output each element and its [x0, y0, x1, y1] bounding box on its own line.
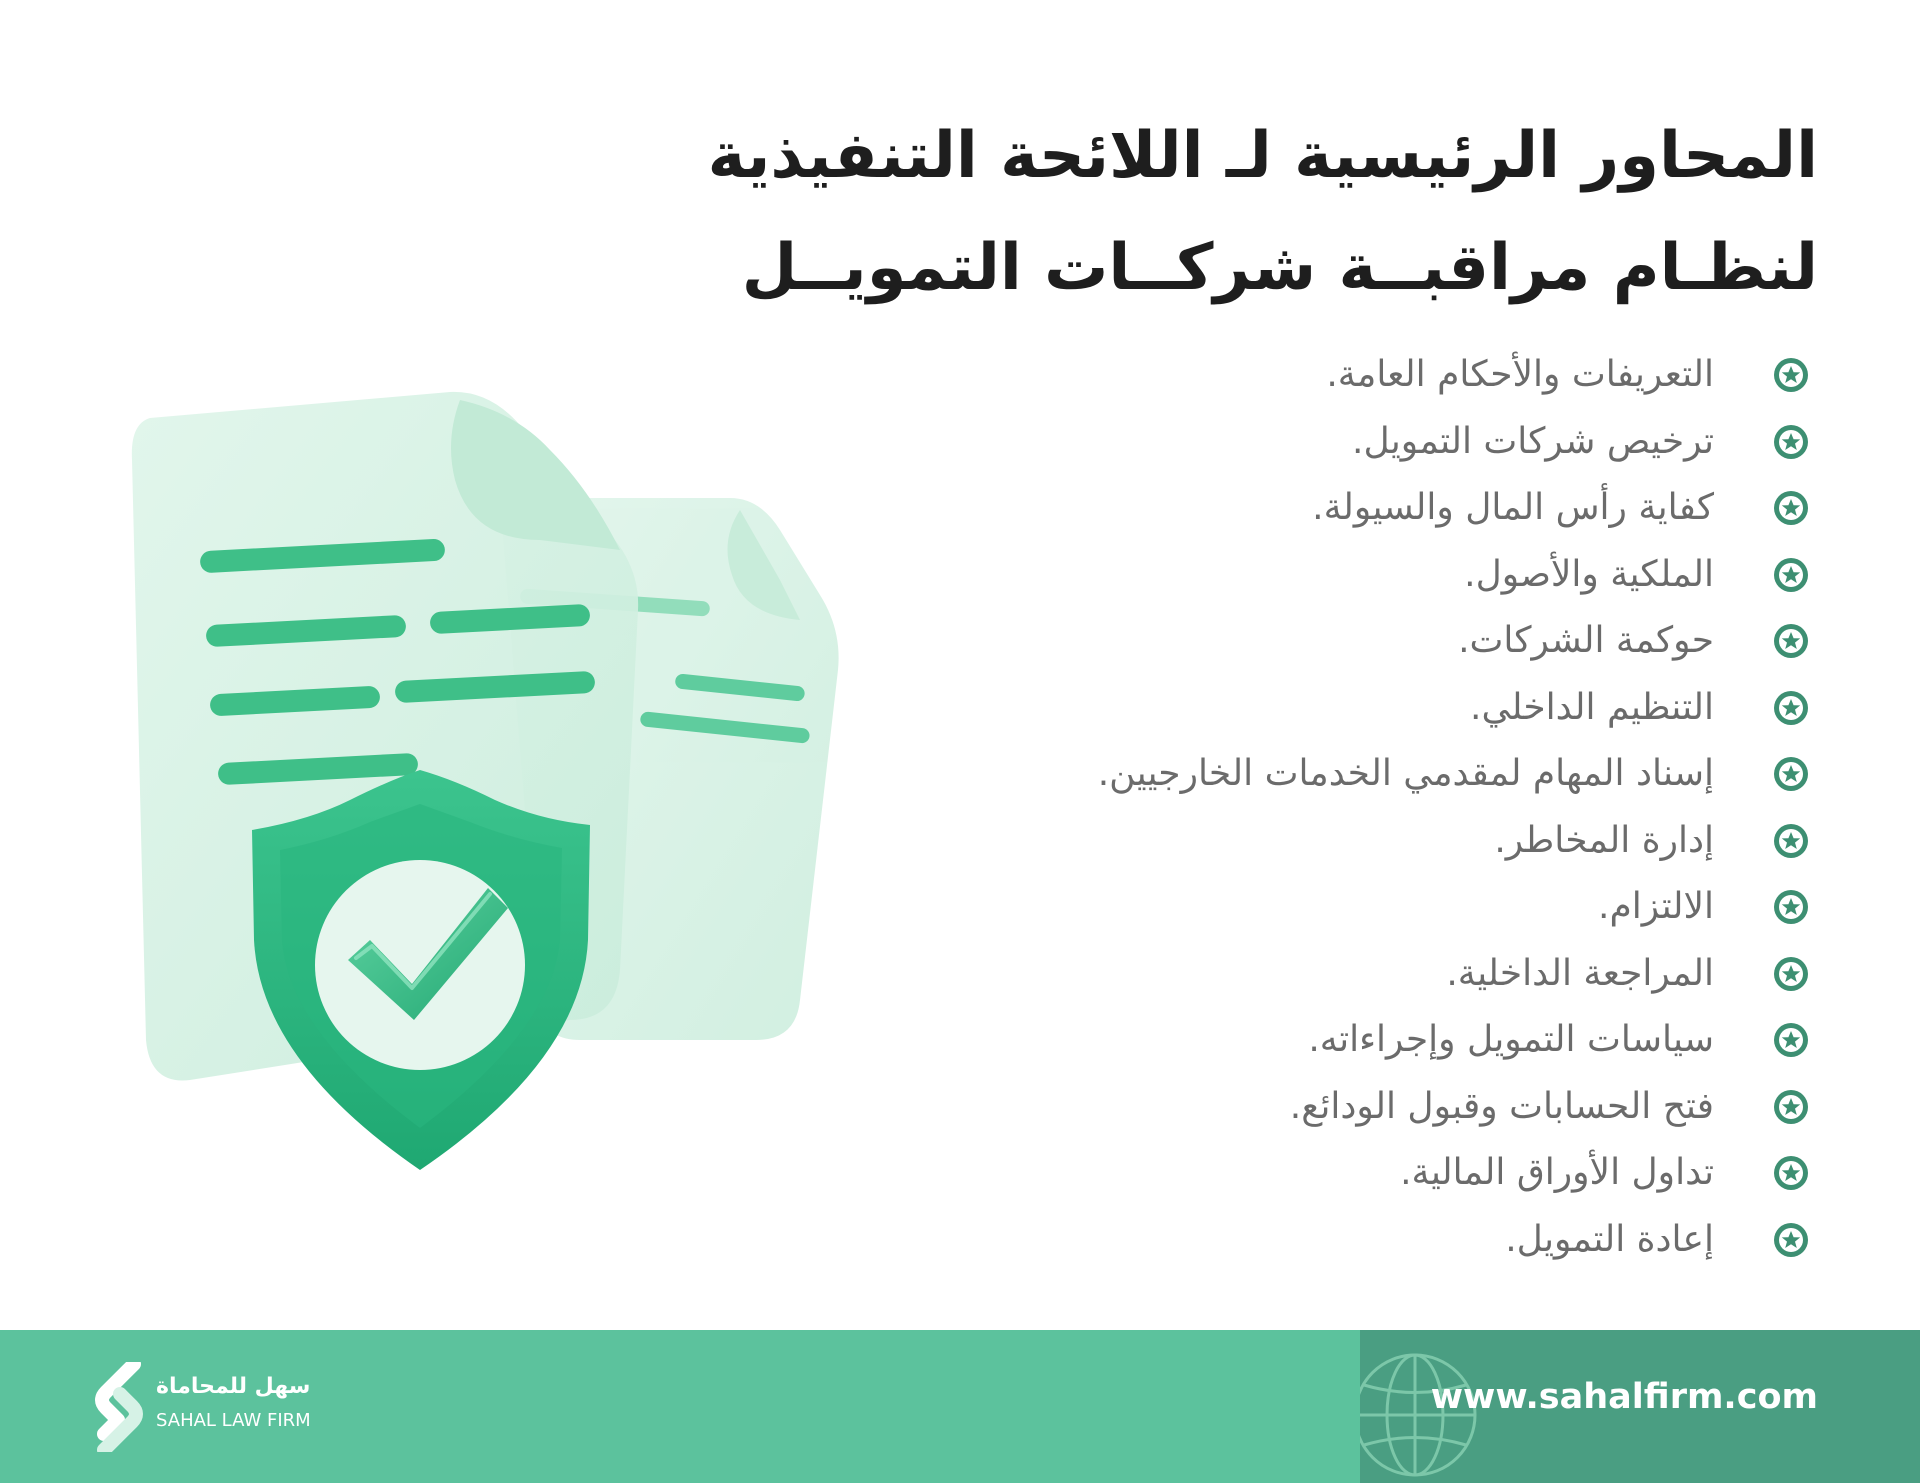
list-item	[910, 475, 1810, 542]
star-badge-icon	[1772, 822, 1810, 860]
website-url[interactable]: www.sahalfirm.com	[1430, 1377, 1818, 1417]
logo	[94, 1362, 334, 1452]
title-line-1: المحاور الرئيسية لـ اللائحة التنفيذية	[707, 119, 1818, 193]
shield-icon	[252, 770, 590, 1170]
documents-shield-check-icon	[120, 380, 880, 1180]
list-item	[910, 941, 1810, 1008]
star-badge-icon	[1772, 1154, 1810, 1192]
item-label: الملكية والأصول.	[1464, 553, 1714, 595]
item-label: ترخيص شركات التمويل.	[1352, 420, 1714, 462]
item-label: إدارة المخاطر.	[1494, 819, 1714, 861]
star-badge-icon	[1772, 489, 1810, 527]
title-line-2: لنظـام مراقبــة شركــات التمويــل	[741, 231, 1818, 305]
item-label: الالتزام.	[1598, 886, 1714, 928]
sahal-logo-icon	[94, 1362, 146, 1452]
footer-website-panel	[1360, 1330, 1920, 1483]
list-item	[910, 1007, 1810, 1074]
item-label: تداول الأوراق المالية.	[1400, 1152, 1714, 1194]
list-item	[910, 808, 1810, 875]
list-item	[910, 1074, 1810, 1141]
list-item	[910, 1140, 1810, 1207]
item-label: إسناد المهام لمقدمي الخدمات الخارجيين.	[1097, 753, 1714, 795]
list-item	[910, 542, 1810, 609]
star-badge-icon	[1772, 689, 1810, 727]
list-item	[910, 741, 1810, 808]
logo-english-text: SAHAL LAW FIRM	[156, 1410, 311, 1431]
item-label: سياسات التمويل وإجراءاته.	[1308, 1019, 1714, 1061]
star-badge-icon	[1772, 622, 1810, 660]
list-item	[910, 1207, 1810, 1274]
logo-arabic-text: سهل للمحاماة	[156, 1374, 311, 1399]
star-badge-icon	[1772, 356, 1810, 394]
list-item	[910, 409, 1810, 476]
item-label: حوكمة الشركات.	[1458, 620, 1714, 662]
star-badge-icon	[1772, 1221, 1810, 1259]
star-badge-icon	[1772, 888, 1810, 926]
list-item	[910, 608, 1810, 675]
star-badge-icon	[1772, 955, 1810, 993]
list-item	[910, 342, 1810, 409]
item-label: التنظيم الداخلي.	[1470, 686, 1714, 728]
list-item	[910, 874, 1810, 941]
page-title	[707, 100, 1818, 324]
item-label: كفاية رأس المال والسيولة.	[1312, 487, 1714, 529]
item-label: المراجعة الداخلية.	[1446, 952, 1714, 994]
star-badge-icon	[1772, 755, 1810, 793]
item-label: إعادة التمويل.	[1505, 1218, 1714, 1260]
star-badge-icon	[1772, 423, 1810, 461]
star-badge-icon	[1772, 1088, 1810, 1126]
items-list	[910, 342, 1810, 1273]
star-badge-icon	[1772, 1021, 1810, 1059]
list-item	[910, 675, 1810, 742]
star-badge-icon	[1772, 556, 1810, 594]
footer	[0, 1330, 1920, 1483]
item-label: التعريفات والأحكام العامة.	[1326, 354, 1714, 396]
item-label: فتح الحسابات وقبول الودائع.	[1289, 1085, 1714, 1127]
